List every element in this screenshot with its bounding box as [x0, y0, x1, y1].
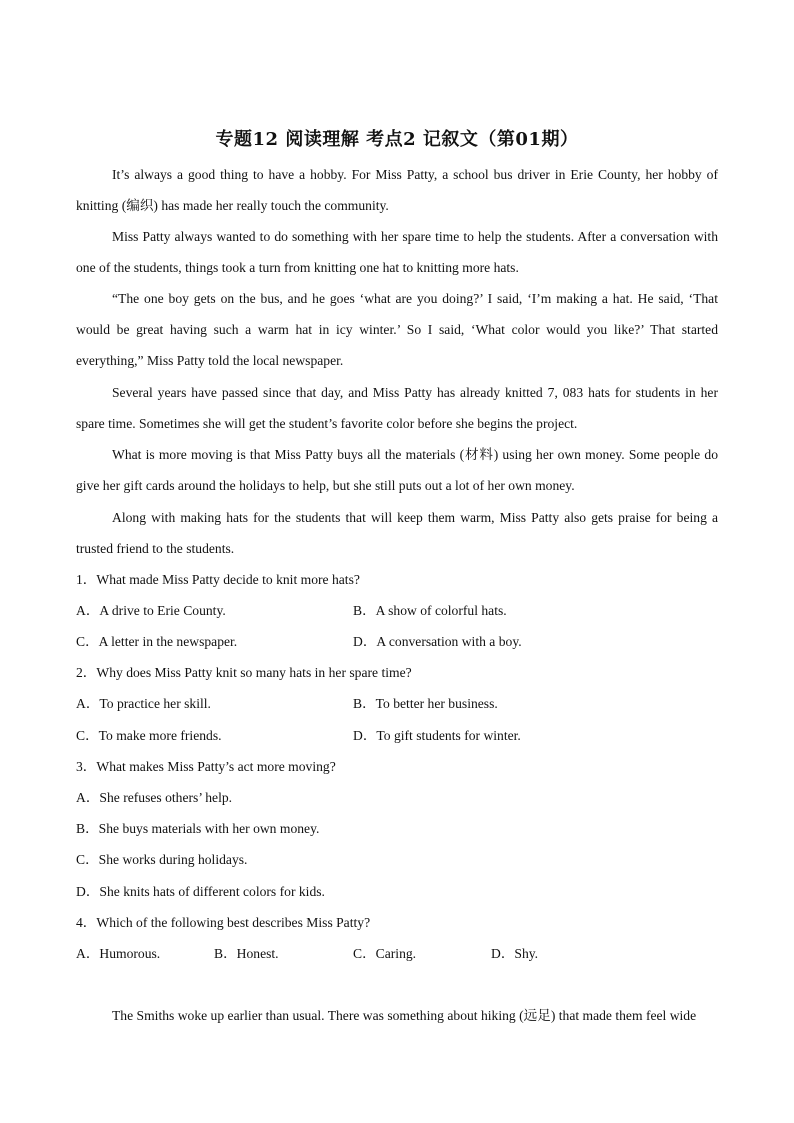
question-1-option-a: A．A drive to Erie County. [76, 603, 226, 618]
question-1-option-b: B．A show of colorful hats. [353, 603, 507, 618]
question-4-option-c: C．Caring. [353, 946, 417, 961]
question-2-option-c: C．To make more friends. [76, 728, 222, 743]
passage1-paragraph-2: Miss Patty always wanted to do something with her spare time to help the students. After a conversation with one of the students, things took a turn from knitting one hat to knitting more hats. [76, 229, 718, 276]
question-1-stem: 1．What made Miss Patty decide to knit more hats? [76, 572, 360, 587]
question-1-option-c: C．A letter in the newspaper. [76, 634, 238, 649]
question-1-option-d: D．A conversation with a boy. [353, 634, 522, 649]
passage1-paragraph-1: It’s always a good thing to have a hobby. For Miss Patty, a school bus driver in Erie County, her hobby of knitting (编织) has made her really touch the community. [76, 167, 718, 214]
question-3-option-a: A．She refuses others’ help. [76, 790, 233, 805]
question-2-stem: 2．Why does Miss Patty knit so many hats in her spare time? [76, 665, 412, 680]
question-3-option-d: D．She knits hats of different colors for kids. [76, 884, 325, 899]
question-3-option-c: C．She works during holidays. [76, 852, 248, 867]
question-2-option-a: A．To practice her skill. [76, 696, 211, 711]
question-3-stem: 3．What makes Miss Patty’s act more moving? [76, 759, 336, 774]
passage1-paragraph-6: Along with making hats for the students that will keep them warm, Miss Patty also gets praise for being a trusted friend to the students. [76, 510, 718, 557]
question-4-option-a: A．Humorous. [76, 946, 161, 961]
question-3-option-b: B．She buys materials with her own money. [76, 821, 320, 836]
passage1-paragraph-3: “The one boy gets on the bus, and he goes ‘what are you doing?’ I said, ‘I’m making a hat. He said, ‘That would be great having such a warm hat in icy winter.’ So I said, ‘What color would you like?’ That started everything,” Miss Patty told the local newspaper. [76, 291, 718, 369]
passage1-paragraph-4: Several years have passed since that day, and Miss Patty has already knitted 7, 083 hats for students in her spare time. Sometimes she will get the student’s favorite color before she begins the project. [76, 385, 718, 432]
question-4-option-b: B．Honest. [214, 946, 279, 961]
question-4-stem: 4．Which of the following best describes Miss Patty? [76, 915, 371, 930]
passage1-paragraph-5: What is more moving is that Miss Patty buys all the materials (材料) using her own money. Some people do give her gift cards around the holidays to help, but she still puts out a lot of her own money. [76, 447, 718, 494]
document-title: 专题12 阅读理解 考点2 记叙文（第01期） [215, 129, 579, 150]
question-2-option-d: D．To gift students for winter. [353, 728, 521, 743]
question-2-option-b: B．To better her business. [353, 696, 498, 711]
passage2-first-line: The Smiths woke up earlier than usual. There was something about hiking (远足) that made them feel wide [112, 1008, 697, 1023]
question-4-option-d: D．Shy. [491, 946, 539, 961]
